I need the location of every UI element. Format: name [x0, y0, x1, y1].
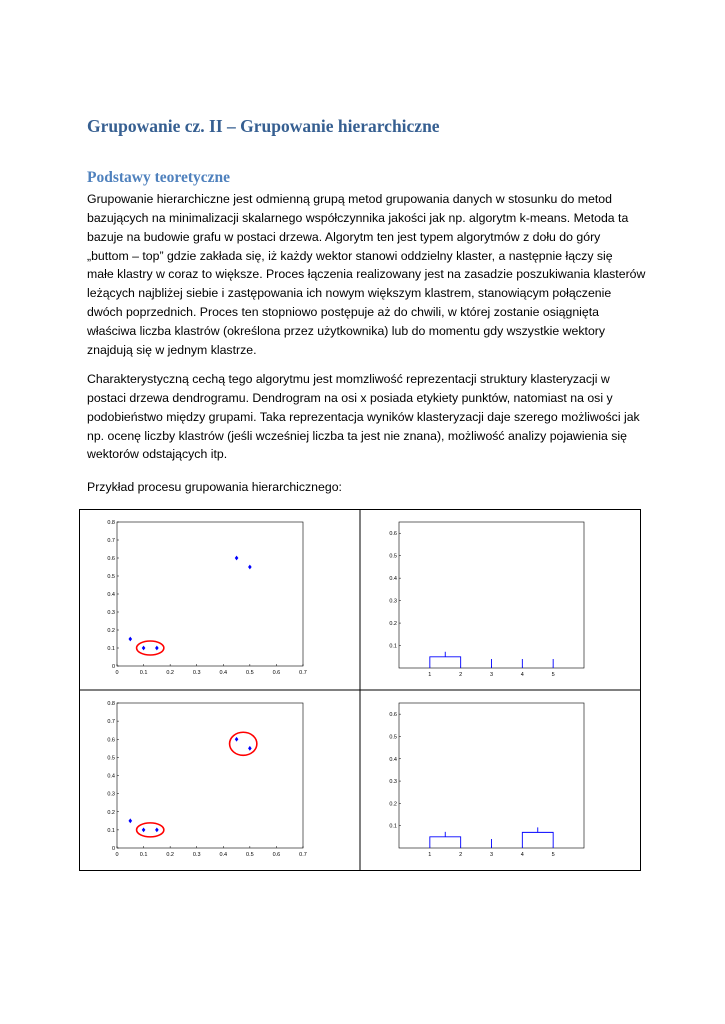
scatter-panel-step1: [107, 520, 306, 676]
text-line: np. ocenę liczby klastrów (jeśli wcześniej liczba ta jest nie znana), możliwość analizy pojawienia się: [87, 428, 627, 443]
y-tick-label: 0.2: [107, 809, 115, 816]
y-tick-label: 0.5: [107, 574, 115, 580]
x-tick-label: 0.3: [192, 852, 201, 858]
y-tick-label: 0.1: [107, 646, 115, 652]
data-point: [128, 818, 132, 823]
text-line: postaci drzewa dendrogramu. Dendrogram na osi x posiada etykiety punktów, natomiast na osi y: [87, 390, 613, 405]
y-tick-label: 0.4: [107, 592, 115, 598]
x-tick-label: 0.5: [246, 670, 254, 676]
y-tick-label: 0: [111, 846, 115, 852]
plot-axes-box: [399, 522, 584, 668]
data-point: [155, 827, 159, 832]
plot-axes-box: [399, 703, 584, 848]
cluster-highlight-ellipse: [230, 732, 257, 755]
text-line: Przykład procesu grupowania hierarchicznego:: [87, 480, 342, 494]
x-tick-label: 3: [489, 672, 494, 678]
y-tick-label: 0.2: [389, 801, 397, 808]
data-point: [142, 827, 146, 832]
data-point: [248, 746, 252, 751]
y-tick-label: 0.4: [107, 773, 115, 780]
text-line: leżących najbliżej siebie i zastępowania ich nowym większym klastrem, stanowiącym połączenie: [87, 286, 612, 301]
y-tick-label: 0.4: [389, 576, 397, 583]
y-tick-label: 0.4: [389, 756, 397, 763]
x-tick-label: 4: [520, 672, 524, 678]
x-tick-label: 0: [115, 852, 119, 858]
text-line: „buttom – top” gdzie zakłada się, iż każdy wektor stanowi oddzielny klaster, a następnie łączy się: [87, 248, 613, 263]
y-tick-label: 0.1: [389, 643, 397, 650]
cluster-highlight-ellipse: [137, 641, 164, 655]
figure-grid: [79, 509, 641, 871]
paragraph-theory: [87, 190, 647, 360]
y-tick-label: 0.5: [389, 734, 397, 741]
y-tick-label: 0.3: [389, 779, 397, 786]
dendrogram-panel-step1: [389, 522, 584, 678]
text-line: bazujących na minimalizacji skalarnego współczynnika jakości jak np. algorytm k-means. Metoda ta: [87, 210, 629, 225]
text-line: dwóch poprzednich. Proces ten stopniowo postępuje aż do chwili, w której zostanie osiągnięta: [87, 305, 599, 320]
x-tick-label: 0.7: [299, 670, 307, 676]
text-line: wektorów odstających itp.: [87, 447, 228, 462]
data-point: [155, 646, 159, 651]
dendrogram-link: [430, 837, 461, 848]
x-tick-label: 0.4: [219, 852, 228, 858]
y-tick-label: 0.6: [107, 737, 115, 744]
y-tick-label: 0.7: [107, 538, 115, 544]
text-line: znajdują się w jednym klastrze.: [87, 342, 257, 357]
x-tick-label: 0.7: [299, 852, 307, 858]
y-tick-label: 0.3: [107, 791, 115, 798]
y-tick-label: 0.5: [107, 755, 115, 762]
x-tick-label: 5: [551, 852, 555, 858]
text-line: podobieństwo między grupami. Taka reprezentacja wyników klasteryzacji daje szerego możliwości jak: [87, 409, 640, 424]
page-title: Grupowanie cz. II – Grupowanie hierarchiczne: [87, 116, 440, 136]
y-tick-label: 0.2: [389, 621, 397, 628]
y-tick-label: 0.8: [107, 701, 115, 707]
x-tick-label: 1: [428, 852, 432, 858]
x-tick-label: 0.2: [166, 852, 174, 858]
y-tick-label: 0.6: [107, 556, 115, 562]
x-tick-label: 0.6: [272, 670, 281, 676]
y-tick-label: 0.2: [107, 628, 115, 634]
plot-axes-box: [117, 522, 303, 666]
y-tick-label: 0.3: [107, 610, 115, 616]
x-tick-label: 5: [551, 672, 555, 678]
y-tick-label: 0.1: [107, 827, 115, 834]
text-line: Charakterystyczną cechą tego algorytmu jest momzliwość reprezentacji struktury klasteryzacji w: [87, 372, 610, 386]
y-tick-label: 0.7: [107, 719, 115, 726]
section-heading: Podstawy teoretyczne: [87, 169, 231, 186]
x-tick-label: 1: [428, 672, 432, 678]
paragraph-dendrogram: [87, 370, 647, 464]
x-tick-label: 0.4: [219, 670, 228, 676]
data-point: [248, 565, 252, 570]
data-point: [235, 556, 239, 561]
x-tick-label: 0.3: [192, 670, 201, 676]
x-tick-label: 0.1: [139, 852, 148, 858]
x-tick-label: 4: [520, 852, 524, 858]
x-tick-label: 3: [489, 852, 494, 858]
y-tick-label: 0.8: [107, 520, 115, 526]
data-point: [142, 646, 146, 651]
text-line: właściwa liczba klastrów (określona przez użytkownika) lub do momentu gdy wszystkie wektory: [87, 323, 606, 338]
x-tick-label: 0.5: [246, 852, 254, 858]
x-tick-label: 2: [459, 672, 463, 678]
dendrogram-link: [522, 832, 553, 848]
x-tick-label: 2: [459, 852, 463, 858]
scatter-panel-step2: [107, 701, 306, 858]
y-tick-label: 0.5: [389, 553, 397, 560]
text-line: małe klastry w coraz to większe. Proces łączenia realizowany jest na zasadzie poszukiwania klasterów: [87, 267, 646, 282]
plot-axes-box: [117, 703, 303, 848]
y-tick-label: 0: [111, 664, 115, 670]
clustering-figure: [79, 509, 641, 871]
dendrogram-panel-step2: [389, 703, 584, 858]
y-tick-label: 0.6: [389, 712, 397, 719]
data-point: [235, 737, 239, 742]
text-line: Grupowanie hierarchiczne jest odmienną grupą metod grupowania danych w stosunku do metod: [87, 192, 612, 206]
dendrogram-link: [430, 657, 461, 668]
text-line: bazuje na budowie grafu w postaci drzewa. Algorytm ten jest typem algorytmów z dołu do góry: [87, 229, 601, 244]
data-point: [128, 637, 132, 642]
y-tick-label: 0.3: [389, 598, 397, 605]
y-tick-label: 0.1: [389, 823, 397, 830]
x-tick-label: 0.1: [139, 670, 148, 676]
x-tick-label: 0.2: [166, 670, 174, 676]
figure-intro: [87, 478, 647, 497]
cluster-highlight-ellipse: [137, 823, 164, 837]
x-tick-label: 0.6: [272, 852, 281, 858]
x-tick-label: 0: [115, 670, 119, 676]
y-tick-label: 0.6: [389, 531, 397, 538]
